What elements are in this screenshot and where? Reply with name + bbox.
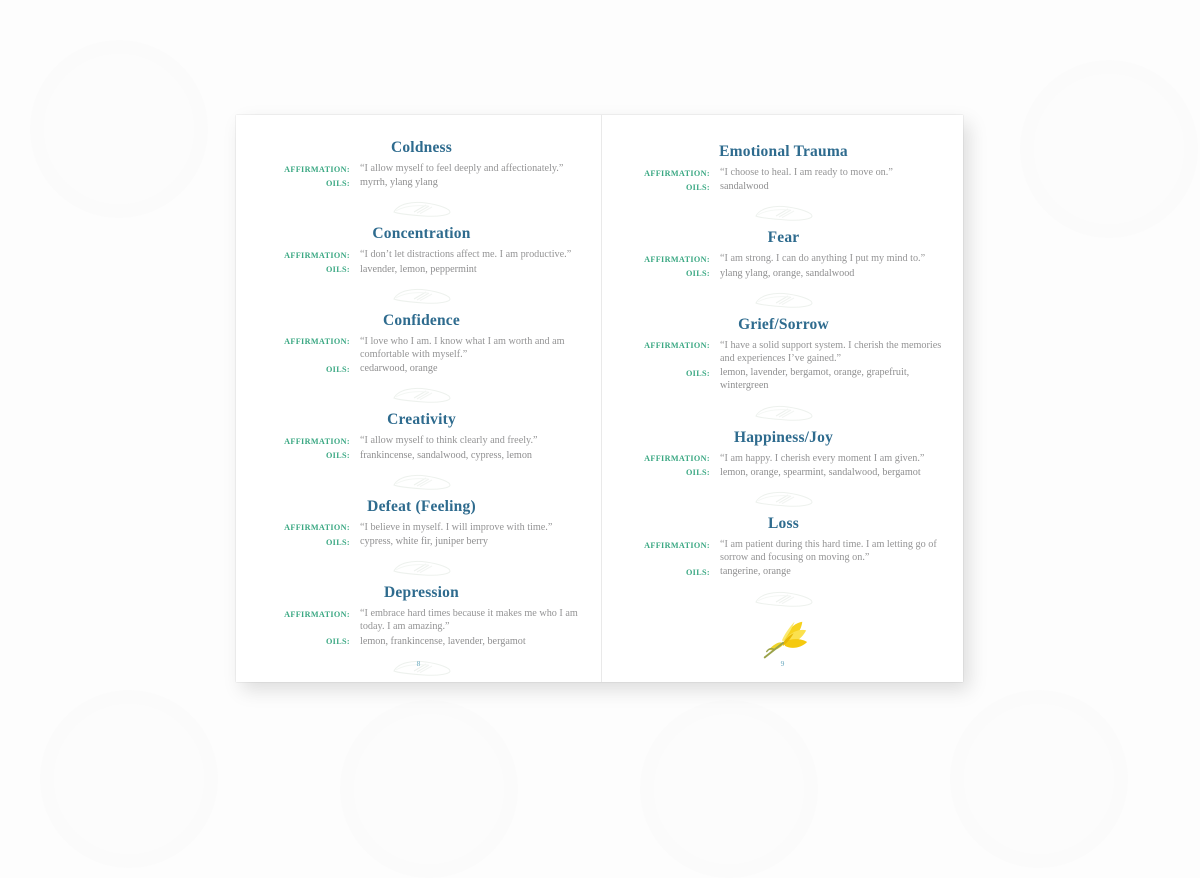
affirmation-entry — [258, 498, 585, 548]
oils-text: cedarwood, orange — [360, 363, 438, 375]
affirmation-text: “I embrace hard times because it makes me who I am today. I am amazing.” — [360, 608, 578, 633]
oils-row — [258, 449, 585, 462]
entry-title: Loss — [768, 515, 799, 533]
watermark-circle — [40, 690, 218, 868]
entry-title: Coldness — [390, 139, 453, 156]
divider-ornament-icon — [748, 203, 820, 223]
oils-label: OILS: — [685, 468, 710, 478]
affirmation-label: AFFIRMATION: — [644, 168, 710, 178]
affirmation-text: “I don’t let distractions affect me. I am productive.” — [360, 249, 572, 261]
entry-title: Happiness/Joy — [733, 428, 834, 446]
affirmation-row — [622, 166, 945, 179]
entry-title: Creativity — [387, 411, 456, 429]
oils-row — [258, 263, 585, 276]
affirmation-label: AFFIRMATION: — [644, 540, 710, 550]
watermark-circle — [30, 40, 208, 218]
left-page-entries — [258, 139, 585, 678]
oils-row — [622, 267, 945, 280]
oils-row — [622, 366, 945, 392]
oils-text: tangerine, orange — [720, 566, 791, 578]
affirmation-row — [258, 521, 585, 534]
divider-ornament-icon — [386, 385, 458, 405]
page-number-right: 9 — [780, 659, 785, 668]
oils-text: frankincense, sandalwood, cypress, lemon — [360, 449, 533, 461]
oils-label: OILS: — [325, 637, 350, 647]
affirmation-text: “I allow myself to think clearly and freely.” — [360, 435, 538, 447]
divider-ornament-icon — [386, 558, 458, 578]
affirmation-label: AFFIRMATION: — [284, 337, 350, 347]
right-page — [601, 115, 963, 682]
oils-row — [622, 180, 945, 193]
affirmation-entry — [258, 584, 585, 648]
left-page — [236, 115, 601, 682]
affirmation-text: “I am strong. I can do anything I put my mind to.” — [720, 253, 926, 265]
affirmation-label: AFFIRMATION: — [644, 454, 710, 464]
oils-label: OILS: — [325, 178, 350, 188]
divider-ornament-icon — [748, 489, 820, 509]
oils-text: lavender, lemon, peppermint — [360, 263, 477, 275]
affirmation-label: AFFIRMATION: — [644, 341, 710, 351]
affirmation-entry — [258, 411, 585, 461]
affirmation-text: “I have a solid support system. I cherish the memories and experiences I’ve gained.” — [720, 339, 942, 365]
right-page-entries — [622, 143, 945, 609]
affirmation-row — [258, 434, 585, 447]
entry-title: Grief/Sorrow — [738, 315, 829, 333]
divider-ornament-icon — [748, 589, 820, 609]
affirmation-entry — [258, 312, 585, 376]
watermark-circle — [640, 700, 818, 878]
oils-text: myrrh, ylang ylang — [360, 177, 438, 189]
entry-title: Concentration — [372, 225, 471, 243]
oils-text: lemon, lavender, bergamot, orange, grapefruit, wintergreen — [720, 367, 910, 392]
affirmation-row — [258, 248, 585, 261]
page-number-left: 8 — [416, 659, 421, 668]
oils-row — [622, 565, 945, 578]
affirmation-entry — [622, 515, 945, 579]
oils-label: OILS: — [685, 368, 710, 378]
oils-row — [258, 635, 585, 648]
oils-text: ylang ylang, orange, sandalwood — [720, 267, 855, 279]
affirmation-entry — [622, 229, 945, 279]
oils-label: OILS: — [685, 182, 710, 192]
affirmation-row — [258, 335, 585, 361]
affirmation-label: AFFIRMATION: — [284, 523, 350, 533]
oils-row — [258, 362, 585, 375]
entry-title: Defeat (Feeling) — [367, 497, 476, 515]
oils-text: lemon, frankincense, lavender, bergamot — [360, 635, 526, 647]
affirmation-row — [622, 538, 945, 564]
affirmation-entry — [258, 225, 585, 275]
affirmation-row — [622, 452, 945, 465]
affirmation-text: “I love who I am. I know what I am worth and am comfortable with myself.” — [360, 335, 565, 361]
affirmation-entry — [622, 316, 945, 393]
affirmation-entry — [622, 429, 945, 479]
book-spread — [236, 115, 963, 682]
affirmation-entry — [622, 143, 945, 193]
affirmation-row — [622, 252, 945, 265]
affirmation-text: “I am happy. I cherish every moment I am given.” — [720, 452, 925, 464]
affirmation-text: “I am patient during this hard time. I am letting go of sorrow and focusing on moving on.” — [720, 539, 937, 564]
divider-ornament-icon — [386, 472, 458, 492]
affirmation-text: “I allow myself to feel deeply and affectionately.” — [360, 163, 564, 174]
oils-label: OILS: — [685, 269, 710, 279]
oils-row — [258, 176, 585, 189]
affirmation-row — [622, 339, 945, 365]
affirmation-label: AFFIRMATION: — [284, 164, 350, 174]
entry-title: Depression — [384, 584, 459, 602]
affirmation-entry — [258, 139, 585, 189]
divider-ornament-icon — [748, 290, 820, 310]
entry-title: Emotional Trauma — [719, 143, 848, 160]
divider-ornament-icon — [386, 286, 458, 306]
affirmation-label: AFFIRMATION: — [284, 609, 350, 619]
affirmation-label: AFFIRMATION: — [644, 254, 710, 264]
affirmation-text: “I believe in myself. I will improve with time.” — [360, 521, 553, 533]
oils-row — [622, 466, 945, 479]
oils-text: sandalwood — [720, 181, 769, 193]
entry-title: Confidence — [383, 311, 460, 329]
oils-label: OILS: — [325, 537, 350, 547]
oils-label: OILS: — [685, 567, 710, 577]
affirmation-row — [258, 607, 585, 633]
watermark-circle — [340, 700, 518, 878]
watermark-circle — [950, 690, 1128, 868]
divider-ornament-icon — [386, 199, 458, 219]
affirmation-label: AFFIRMATION: — [284, 436, 350, 446]
oils-label: OILS: — [325, 265, 350, 275]
affirmation-text: “I choose to heal. I am ready to move on.” — [720, 167, 893, 178]
oils-row — [258, 535, 585, 548]
affirmation-label: AFFIRMATION: — [284, 250, 350, 260]
watermark-circle — [1020, 60, 1198, 238]
oils-text: lemon, orange, spearmint, sandalwood, bergamot — [720, 466, 921, 478]
oils-text: cypress, white fir, juniper berry — [360, 536, 489, 548]
oils-label: OILS: — [325, 451, 350, 461]
entry-title: Fear — [767, 229, 800, 247]
oils-label: OILS: — [325, 364, 350, 374]
divider-ornament-icon — [748, 403, 820, 423]
affirmation-row — [258, 162, 585, 175]
